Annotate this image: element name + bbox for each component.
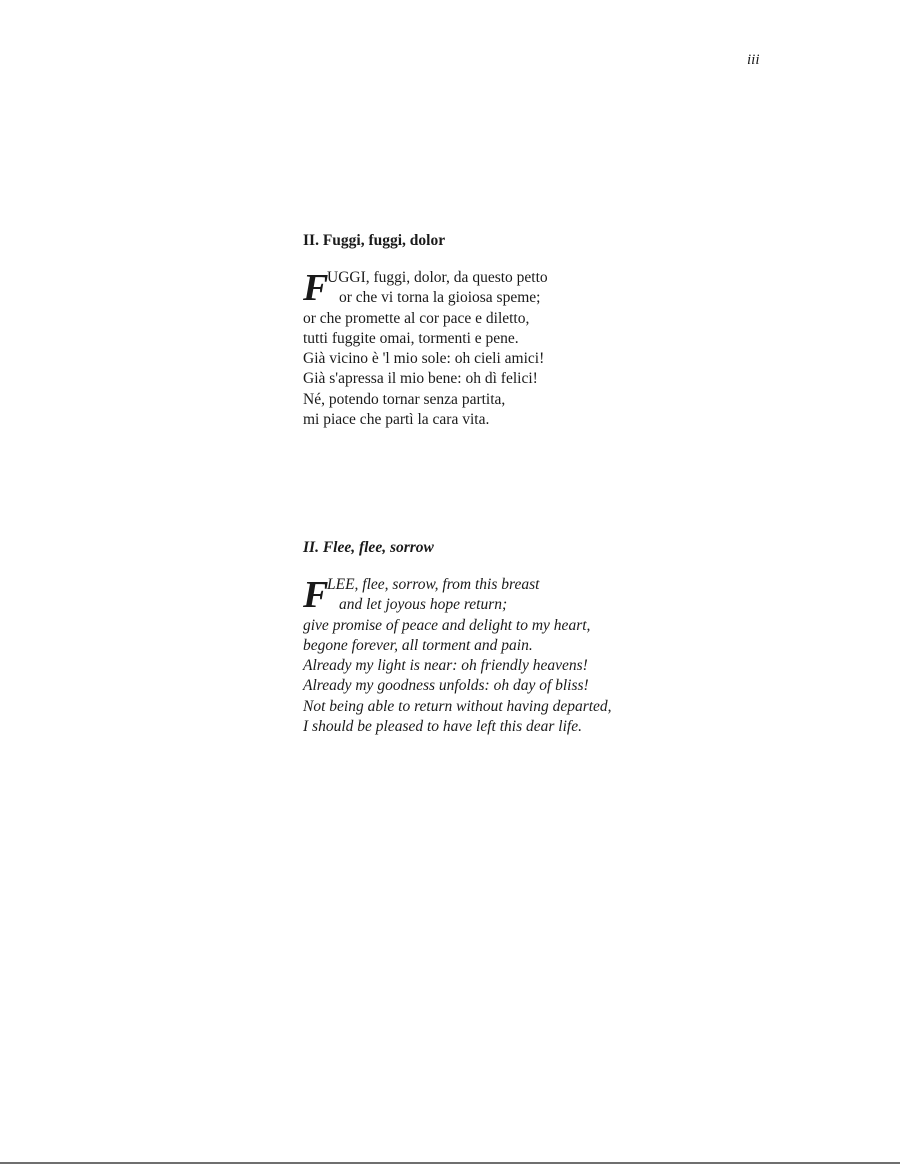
italian-line-3: or che promette al cor pace e diletto, [303, 309, 530, 327]
english-line-4: begone forever, all torment and pain. [303, 636, 533, 654]
italian-poem-title: II. Fuggi, fuggi, dolor [303, 232, 446, 249]
italian-line-1: UGGI, fuggi, dolor, da questo petto [327, 269, 548, 286]
italian-line-6: Già s'apressa il mio bene: oh dì felici! [303, 370, 538, 388]
italian-dropcap: F [303, 267, 329, 309]
english-line-3: give promise of peace and delight to my heart, [303, 616, 591, 634]
italian-line-2: or che vi torna la gioiosa speme; [339, 289, 541, 307]
english-line-5: Already my light is near: oh friendly heavens! [303, 657, 588, 675]
italian-stanza [303, 268, 723, 430]
english-poem-title: II. Flee, flee, sorrow [303, 539, 434, 556]
italian-line-4: tutti fuggite omai, tormenti e pene. [303, 329, 519, 347]
english-line-1: LEE, flee, sorrow, from this breast [327, 576, 540, 593]
italian-line-7: Né, potendo tornar senza partita, [303, 390, 506, 408]
page-number: iii [747, 52, 760, 68]
english-stanza [303, 575, 723, 737]
english-poem-section [303, 538, 723, 737]
italian-line-5: Già vicino è 'l mio sole: oh cieli amici! [303, 350, 545, 368]
english-line-7: Not being able to return without having departed, [303, 697, 612, 715]
english-dropcap: F [303, 574, 329, 616]
english-line-2: and let joyous hope return; [339, 596, 508, 614]
italian-poem-section [303, 231, 723, 430]
english-line-6: Already my goodness unfolds: oh day of bliss! [303, 677, 589, 695]
english-line-8: I should be pleased to have left this dear life. [303, 718, 582, 736]
italian-line-8: mi piace che partì la cara vita. [303, 411, 490, 429]
